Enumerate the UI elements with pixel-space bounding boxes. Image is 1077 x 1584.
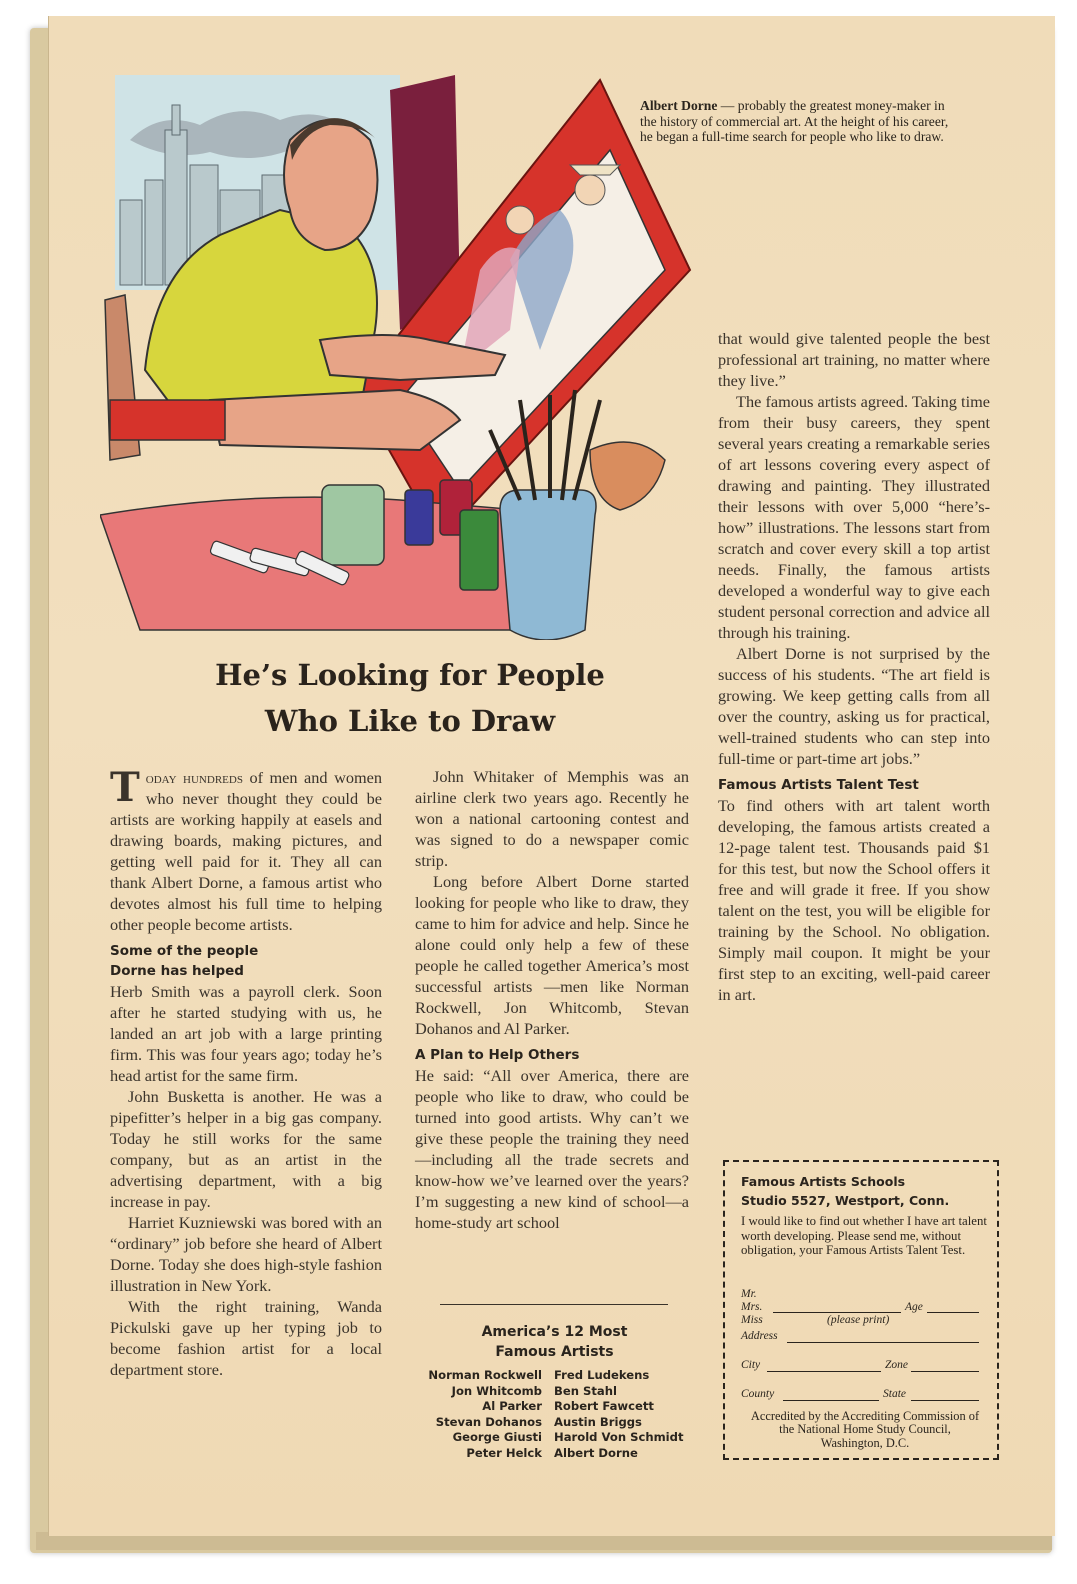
article-column-1 xyxy=(110,764,382,1380)
coupon-city-label: City xyxy=(741,1359,761,1371)
name-field-line[interactable] xyxy=(773,1312,901,1313)
paint-jar xyxy=(322,485,384,565)
coupon-county-label: County xyxy=(741,1388,775,1400)
coupon-title: Famous Artists Schools Studio 5527, Westport, Conn. xyxy=(741,1174,950,1208)
headline-line-2: Who Like to Draw xyxy=(264,704,556,738)
caption-name: Albert Dorne xyxy=(640,98,718,113)
city-field-line[interactable] xyxy=(767,1371,881,1372)
col2-paragraph-2: Long before Albert Dorne started looking for people who like to draw, they came to him for advice and help. Since he alone could only help a few of these people he called together America’s most successful artists —men like Norman Rockwell, Jon Whitcomb, Stevan Dohanos and Al Parker. xyxy=(415,872,689,1038)
col1-paragraph-3: John Busketta is another. He was a pipefitter’s helper in a big gas company. Today he still works for the same company, but as an artist in the advertising department, with a big increase in pay. xyxy=(110,1087,382,1211)
col2-subhead: A Plan to Help Others xyxy=(415,1047,580,1063)
coupon-zone-label: Zone xyxy=(885,1359,908,1371)
address-field-line[interactable] xyxy=(787,1342,979,1343)
coupon-address-label: Address xyxy=(741,1330,778,1342)
drop-cap: T xyxy=(110,764,140,811)
col1-subhead: Some of the people Dorne has helped xyxy=(110,943,259,979)
county-field-line[interactable] xyxy=(783,1400,879,1401)
albert-dorne-illustration xyxy=(100,70,700,640)
coupon-mr-label: Mr. xyxy=(741,1288,757,1300)
age-field-line[interactable] xyxy=(927,1312,979,1313)
state-field-line[interactable] xyxy=(911,1400,979,1401)
coupon-mrs-label: Mrs. xyxy=(741,1301,763,1313)
coupon-please-print: (please print) xyxy=(827,1314,890,1326)
divider-rule xyxy=(440,1304,668,1305)
mail-coupon xyxy=(723,1160,999,1460)
coupon-miss-label: Miss xyxy=(741,1314,763,1326)
headline xyxy=(110,652,710,744)
article-column-3 xyxy=(718,328,990,1005)
caption-text: — probably the greatest money-maker in the history of commercial art. At the height of his career, he began a full-time search for people who like to draw. xyxy=(640,98,949,145)
artist-row: Jon Whitcomb Ben Stahl xyxy=(451,1383,617,1398)
col3-paragraph-4: To find others with art talent worth developing, the famous artists created a 12-page talent test. Thousands paid $1 for this test, but now the School offers it free and will grade it free. If you show talent on the test, you will be eligible for training by the School. No obligation. Simply mail coupon. It might be your first step to an exciting, well-paid career in art. xyxy=(718,796,990,1004)
col1-paragraph-4: Harriet Kuzniewski was bored with an “ordinary” job before she heard of Albert Dorne. Today she does high-style fashion illustration in New York. xyxy=(110,1213,382,1295)
artist-row: Al Parker Robert Fawcett xyxy=(482,1399,654,1413)
illustration-caption xyxy=(640,98,960,145)
col2-paragraph-1: John Whitaker of Memphis was an airline clerk two years ago. Recently he won a national cartooning contest and was signed to do a newspaper comic strip. xyxy=(415,767,689,870)
famous-artists-list xyxy=(412,1368,697,1461)
col3-paragraph-1: that would give talented people the best professional art training, no matter where they live.” xyxy=(718,329,990,390)
col1-p1-text: of men and women who never thought they could be artists are working happily at easels and drawing boards, making pictures, and getting well paid for it. They all can thank Albert Dorne, a famous artist who devotes almost his full time to helping other people become artists. xyxy=(110,768,382,934)
col1-lead-in: oday hundreds xyxy=(145,768,243,787)
coupon-state-label: State xyxy=(883,1388,906,1400)
zone-field-line[interactable] xyxy=(911,1371,979,1372)
coupon-age-label: Age xyxy=(905,1301,923,1313)
artist-row: Peter Helck Albert Dorne xyxy=(466,1445,638,1460)
headline-line-1: He’s Looking for People xyxy=(215,658,605,692)
article-column-2 xyxy=(415,766,689,1233)
artist-row: Norman Rockwell Fred Ludekens xyxy=(428,1368,650,1382)
col1-paragraph-2: Herb Smith was a payroll clerk. Soon after he started studying with us, he landed an art job with a large printing firm. This was four years ago; today he’s head artist for the same firm. xyxy=(110,982,382,1085)
col2-paragraph-3: He said: “All over America, there are people who like to draw, who could be turned into good artists. Why can’t we give these people the training they need—including all the trade secrets and know-how we’ve learned over the years? I’m suggesting a new kind of school—a home-study art school xyxy=(415,1066,689,1232)
col3-paragraph-2: The famous artists agreed. Taking time from their busy careers, they spent several years creating a remarkable series of art lessons covering every aspect of drawing and painting. They illustrated their lessons with over 5,000 “here’s-how” illustrations. The lessons start from scratch and cover every skill a top artist needs. Finally, the famous artists developed a wonderful way to give each student personal correction and advice all through his training. xyxy=(718,392,990,642)
artists-box-title: America’s 12 Most Famous Artists xyxy=(481,1324,628,1360)
col1-paragraph-1 xyxy=(110,764,382,935)
col1-paragraph-5: With the right training, Wanda Pickulski gave up her typing job to become fashion artist for a local department store. xyxy=(110,1297,382,1379)
artist-row: Stevan Dohanos Austin Briggs xyxy=(435,1414,642,1429)
artist-row: George Giusti Harold Von Schmidt xyxy=(452,1430,684,1444)
brush-jar xyxy=(500,490,596,640)
coupon-accreditation: Accredited by the Accrediting Commission of the National Home Study Council, Washington, D.C. xyxy=(750,1409,980,1450)
man-arm xyxy=(210,390,460,450)
col3-paragraph-3: Albert Dorne is not surprised by the success of his students. “The art field is growing. We keep getting calls from all over the country, asking us for practical, well-trained students who can step into full-time or part-time art jobs.” xyxy=(718,644,990,768)
col3-subhead: Famous Artists Talent Test xyxy=(718,777,919,793)
coupon-request-text: I would like to find out whether I have art talent worth developing. Please send me, without obligation, your Famous Artists Talent Test. xyxy=(741,1214,987,1258)
